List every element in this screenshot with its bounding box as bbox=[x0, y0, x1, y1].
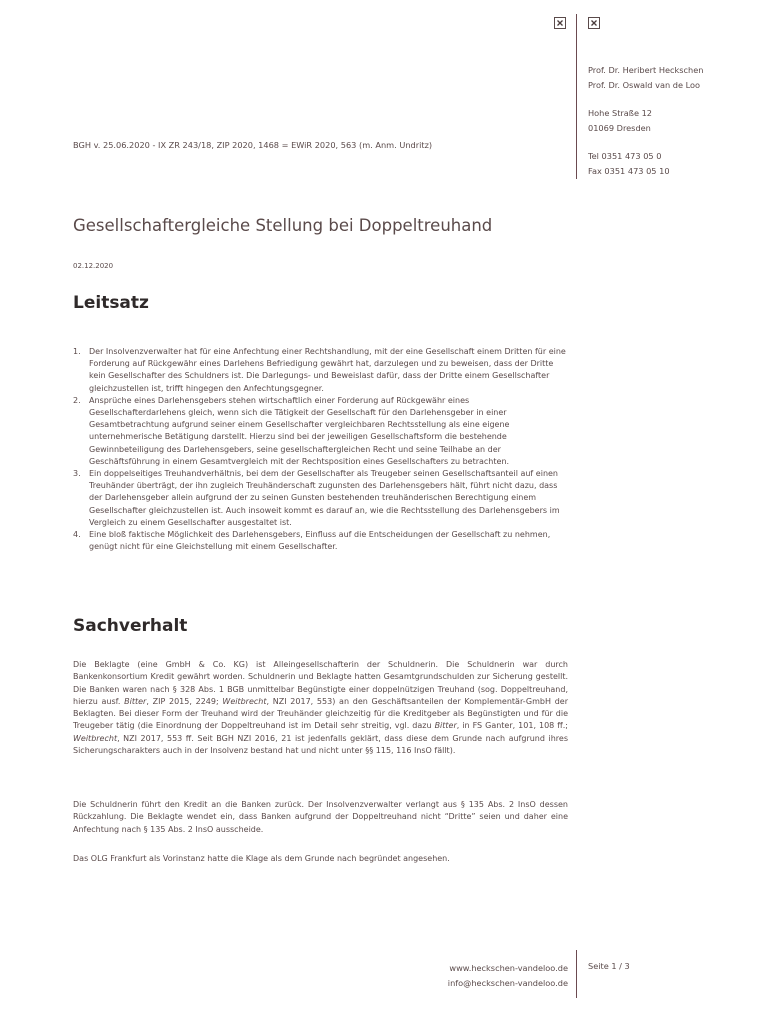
email-link[interactable]: info@heckschen-vandeloo.de bbox=[447, 977, 568, 988]
sachverhalt-paragraph-3: Das OLG Frankfurt als Vorinstanz hatte die Klage als dem Grunde nach begründet angesehen. bbox=[73, 854, 450, 863]
list-item-number: 3. bbox=[73, 469, 81, 479]
list-item bbox=[73, 395, 568, 468]
header-divider bbox=[576, 14, 577, 179]
sender-city: 01069 Dresden bbox=[588, 123, 651, 133]
sender-fax: Fax 0351 473 05 10 bbox=[588, 166, 670, 176]
sender-name-1: Prof. Dr. Heribert Heckschen bbox=[588, 65, 704, 75]
text-run: , NZI 2017, 553) an den Geschäftsanteilen der Komplementär-GmbH der Beklagten. Bei dieser Form der Treuhand wird der Treuhänder gleichzeitig für die Kreditgeber als Begünstigten und für die Treugeber tätig (die Einordnung der Doppeltreuhand ist im Detail sehr streitig, vgl. dazu bbox=[73, 696, 569, 731]
list-item bbox=[73, 468, 568, 529]
sender-address bbox=[588, 63, 703, 179]
sender-street: Hohe Straße 12 bbox=[588, 108, 653, 118]
broken-image-icon bbox=[588, 17, 600, 29]
leitsatz-heading: Leitsatz bbox=[73, 293, 149, 313]
author-citation: Bitter bbox=[434, 721, 457, 731]
broken-image-icon bbox=[554, 17, 566, 29]
list-item bbox=[73, 529, 568, 553]
list-item bbox=[73, 346, 568, 395]
publish-date: 02.12.2020 bbox=[73, 262, 114, 270]
text-run: , NZI 2017, 553 ff. Seit BGH NZI 2016, 21 ist jedenfalls geklärt, dass diese dem Grunde nach aufgrund ihres Sicherungscharakters auch in der Insolvenz bestand hat und nicht unter §§ 115, 116 InsO fällt). bbox=[73, 733, 568, 756]
list-item-number: 2. bbox=[73, 395, 81, 405]
page-title: Gesellschaftergleiche Stellung bei Doppeltreuhand bbox=[73, 216, 493, 235]
website-link[interactable]: www.heckschen-vandeloo.de bbox=[449, 963, 568, 973]
text-run: , in FS Ganter, 101, 108 ff.; bbox=[456, 721, 569, 731]
sender-name-2: Prof. Dr. Oswald van de Loo bbox=[588, 80, 701, 90]
author-citation: Bitter bbox=[124, 696, 147, 706]
author-citation: Weitbrecht bbox=[222, 696, 267, 706]
list-item-text: Der Insolvenzverwalter hat für eine Anfechtung einer Rechtshandlung, mit der eine Gesellschaft einem Dritten für eine Forderung auf Rückgewähr eines Darlehens Befriedigung gewährt hat, darzulegen und zu beweisen, dass der Dritte kein Gesellschafter des Schuldners ist. Die Darlegungs- und Beweislast dafür, dass der Dritte einem Gesellschafter gleichzustellen ist, trifft hingegen den Anfechtungsgegner. bbox=[89, 347, 566, 393]
list-item-text: Eine bloß faktische Möglichkeit des Darlehensgebers, Einfluss auf die Entscheidungen der Gesellschaft zu nehmen, genügt nicht für eine Gleichstellung mit einem Gesellschafter. bbox=[89, 530, 551, 552]
sender-phone: Tel 0351 473 05 0 bbox=[588, 151, 662, 161]
author-citation: Weitbrecht bbox=[73, 733, 118, 743]
list-item-number: 4. bbox=[73, 530, 81, 540]
page-number: Seite 1 / 3 bbox=[588, 961, 630, 971]
sachverhalt-paragraph-2: Die Schuldnerin führt den Kredit an die Banken zurück. Der Insolvenzverwalter verlangt aus § 135 Abs. 2 InsO dessen Rückzahlung. Die Beklagte wendet ein, dass Banken aufgrund der Doppeltreuhand nicht “Dritte” seien und daher eine Anfechtung nach § 135 Abs. 2 InsO ausscheide. bbox=[73, 800, 568, 834]
text-run: , ZIP 2015, 2249; bbox=[146, 696, 223, 706]
sachverhalt-paragraph-1 bbox=[73, 659, 568, 757]
sachverhalt-heading: Sachverhalt bbox=[73, 616, 188, 636]
list-item-text: Ein doppelseitiges Treuhandverhältnis, bei dem der Gesellschafter als Treugeber seinen Gesellschaftsanteil auf einen Treuhänder überträgt, der ihn zugleich Treuhänderschaft zugunsten des Darlehensgebers hält, führt nicht dazu, dass der Darlehensgeber allein aufgrund der zu seinen Gunsten bestehenden treuhänderischen Berechtigung einem Gesellschafter gleichzustellen ist. Auch insoweit kommt es darauf an, wie die Rechtsstellung des Darlehensgebers im Vergleich zu einem Gesellschafter ausgestaltet ist. bbox=[89, 469, 560, 527]
footer-divider bbox=[576, 950, 577, 998]
case-reference: BGH v. 25.06.2020 - IX ZR 243/18, ZIP 2020, 1468 = EWiR 2020, 563 (m. Anm. Undritz) bbox=[73, 140, 433, 150]
leitsatz-list bbox=[73, 346, 568, 553]
footer-contact bbox=[448, 961, 568, 990]
list-item-text: Ansprüche eines Darlehensgebers stehen wirtschaftlich einer Forderung auf Rückgewähr eines Gesellschafterdarlehens gleich, wenn sich die Tätigkeit der Gesellschaft für den Darlehensgeber in einer Gesamtbetrachtung aufgrund seiner einem Gesellschafter vergleichbaren Rechtsstellung als eine eigene unternehmerische Betätigung darstellt. Hierzu sind bei der jeweiligen Gesellschaftsform die bestehende Gewinnbeteiligung des Darlehensgebers, seine gesellschaftergleichen Recht und seine Teilhabe an der Geschäftsführung in einem Gesamtvergleich mit der Rechtsposition eines Gesellschafters zu betrachten. bbox=[89, 395, 510, 466]
list-item-number: 1. bbox=[73, 347, 81, 356]
text-run: Die Beklagte (eine GmbH & Co. KG) ist Alleingesellschafterin der Schuldnerin. Die Schuldnerin war durch Bankenkonsortium Kredit gewährt worden. Schuldnerin und Beklagte hatten Gesamtgrundschulden zur Sicherung gestellt. Die Banken waren nach § 328 Abs. 1 BGB unmittelbar Begünstigte einer doppelnützigen Treuhand (sog. Doppeltreuhand, hierzu ausf. bbox=[73, 660, 568, 706]
